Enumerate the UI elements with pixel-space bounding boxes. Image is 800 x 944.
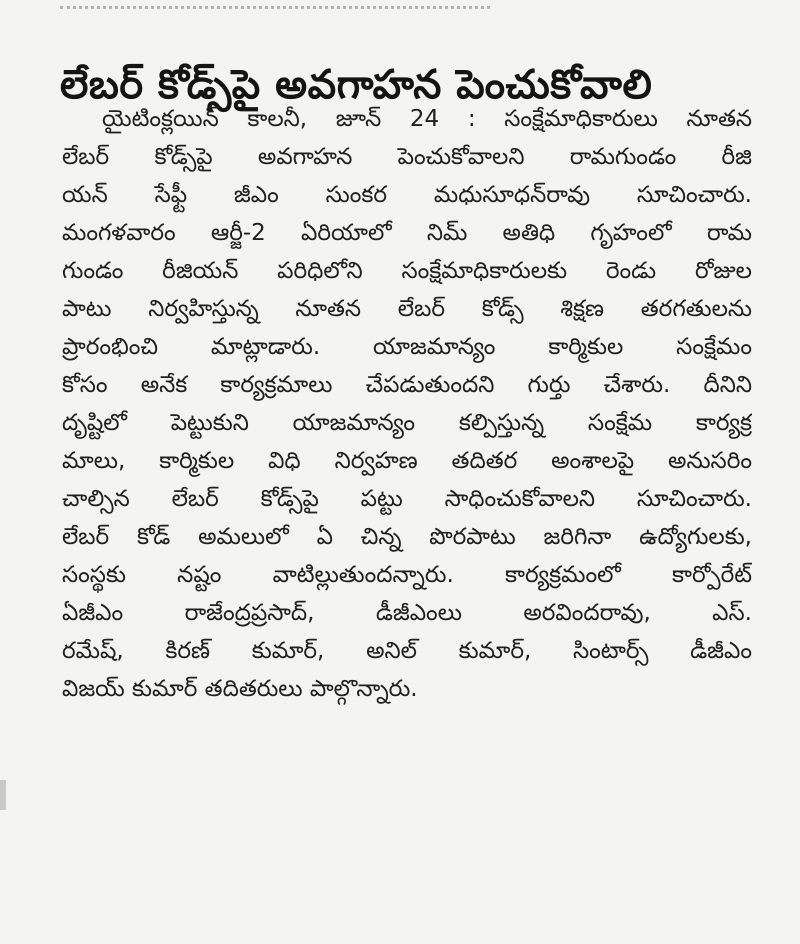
article-line: లేబర్ కోడ్స్‌పై అవగాహన పెంచుకోవాలని రామగుండం రీజి (62, 144, 752, 170)
article-line: యన్ సేఫ్టీ జీఎం సుంకర మధుసూధన్‌రావు సూచించారు. (62, 182, 752, 208)
article-line: మాలు, కార్మికుల విధి నిర్వహణ తదితర అంశాలపై అనుసరిం (62, 448, 752, 474)
article-line: గుండం రీజియన్ పరిధిలోని సంక్షేమాధికారులకు రెండు రోజుల (62, 258, 752, 284)
article-line: యైటింక్లయిన్ కాలనీ, జూన్ 24 : సంక్షేమాధికారులు నూతన (102, 106, 752, 132)
article-line: సంస్థకు నష్టం వాటిల్లుతుందన్నారు. కార్యక్రమంలో కార్పోరేట్ (62, 562, 752, 588)
article-line: చాల్సిన లేబర్ కోడ్స్‌పై పట్టు సాధించుకోవాలని సూచించారు. (62, 486, 752, 512)
cropped-previous-line (60, 0, 490, 9)
article-line: ఏజీఎం రాజేంద్రప్రసాద్, డీజీఎంలు అరవిందరావు, ఎస్. (62, 600, 752, 626)
article-line: లేబర్ కోడ్ అమలులో ఏ చిన్న పొరపాటు జరిగినా ఉద్యోగులకు, (62, 524, 752, 550)
article-line: రమేష్, కిరణ్ కుమార్, అనిల్ కుమార్, సింటార్స్ డీజీఎం (62, 638, 752, 664)
page-edge-mark (0, 780, 6, 810)
article-line: దృష్టిలో పెట్టుకుని యాజమాన్యం కల్పిస్తున్న సంక్షేమ కార్యక్ర (62, 410, 752, 436)
article-line: కోసం అనేక కార్యక్రమాలు చేపడుతుందని గుర్తు చేశారు. దీనిని (62, 372, 752, 398)
article-headline: లేబర్ కోడ్స్‌పై అవగాహన పెంచుకోవాలి (60, 61, 653, 108)
article-line: పాటు నిర్వహిస్తున్న నూతన లేబర్ కోడ్స్ శిక్షణ తరగతులను (62, 296, 752, 322)
article-line: విజయ్ కుమార్ తదితరులు పాల్గొన్నారు. (62, 676, 418, 702)
article-line: మంగళవారం ఆర్జీ-2 ఏరియాలో నిమ్ అతిధి గృహంలో రామ (62, 220, 752, 246)
article-line: ప్రారంభించి మాట్లాడారు. యాజమాన్యం కార్మికుల సంక్షేమం (62, 334, 752, 360)
article-body (62, 100, 752, 708)
